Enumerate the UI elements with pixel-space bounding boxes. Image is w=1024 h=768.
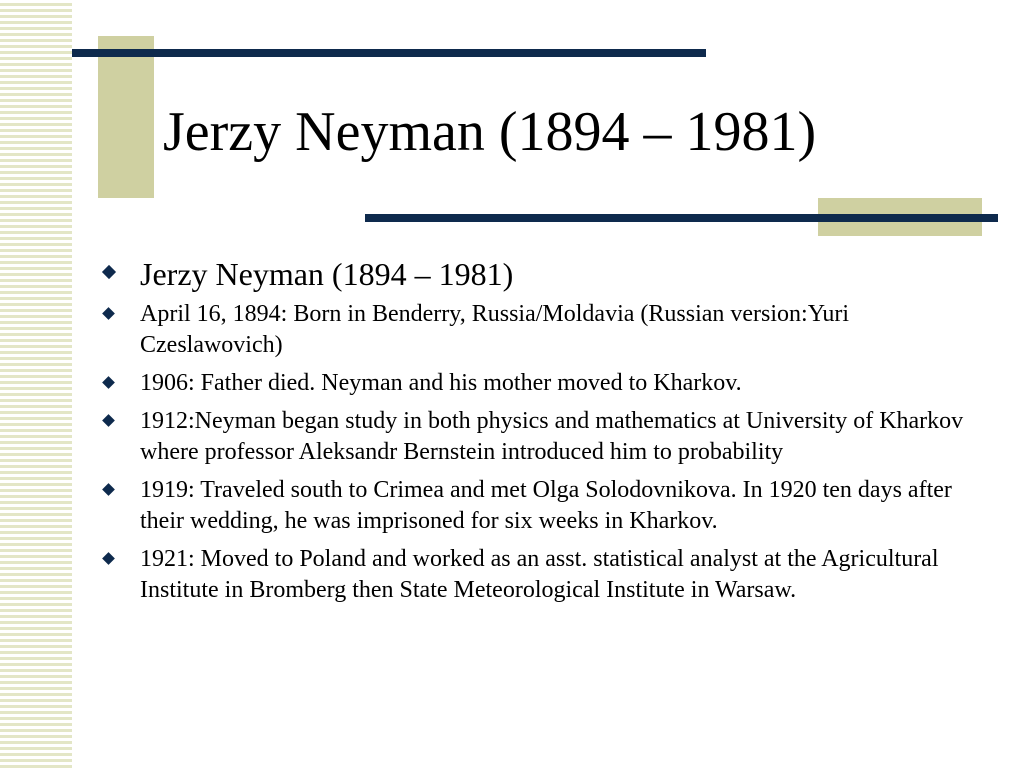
diamond-bullet-icon (102, 483, 115, 496)
bullet-item (104, 368, 984, 399)
bullet-text: 1906: Father died. Neyman and his mother moved to Kharkov. (140, 370, 742, 396)
bullet-item (104, 255, 984, 293)
bullet-text: Jerzy Neyman (1894 – 1981) (140, 256, 514, 292)
striped-side-border (0, 0, 72, 768)
bullet-item (104, 406, 984, 468)
diamond-bullet-icon (102, 307, 115, 320)
top-navy-rule (72, 49, 706, 57)
bullet-item (104, 475, 984, 537)
olive-accent-block-left (98, 36, 154, 198)
bullet-item (104, 299, 984, 361)
bullet-list (104, 255, 984, 613)
bottom-navy-rule (365, 214, 998, 222)
diamond-bullet-icon (102, 552, 115, 565)
diamond-bullet-icon (102, 265, 116, 279)
diamond-bullet-icon (102, 376, 115, 389)
bullet-item (104, 544, 984, 606)
bullet-text: April 16, 1894: Born in Benderry, Russia/Moldavia (Russian version:Yuri Czeslawovich) (140, 301, 850, 358)
diamond-bullet-icon (102, 414, 115, 427)
slide-title: Jerzy Neyman (1894 – 1981) (163, 101, 817, 163)
bullet-text: 1921: Moved to Poland and worked as an asst. statistical analyst at the Agricultural Institute in Bromberg then State Meteorological Institute in Warsaw. (140, 546, 939, 603)
bullet-text: 1912:Neyman began study in both physics and mathematics at University of Kharkov where professor Aleksandr Bernstein introduced him to probability (140, 408, 964, 465)
bullet-text: 1919: Traveled south to Crimea and met Olga Solodovnikova. In 1920 ten days after their wedding, he was imprisoned for six weeks in Kharkov. (140, 477, 952, 534)
